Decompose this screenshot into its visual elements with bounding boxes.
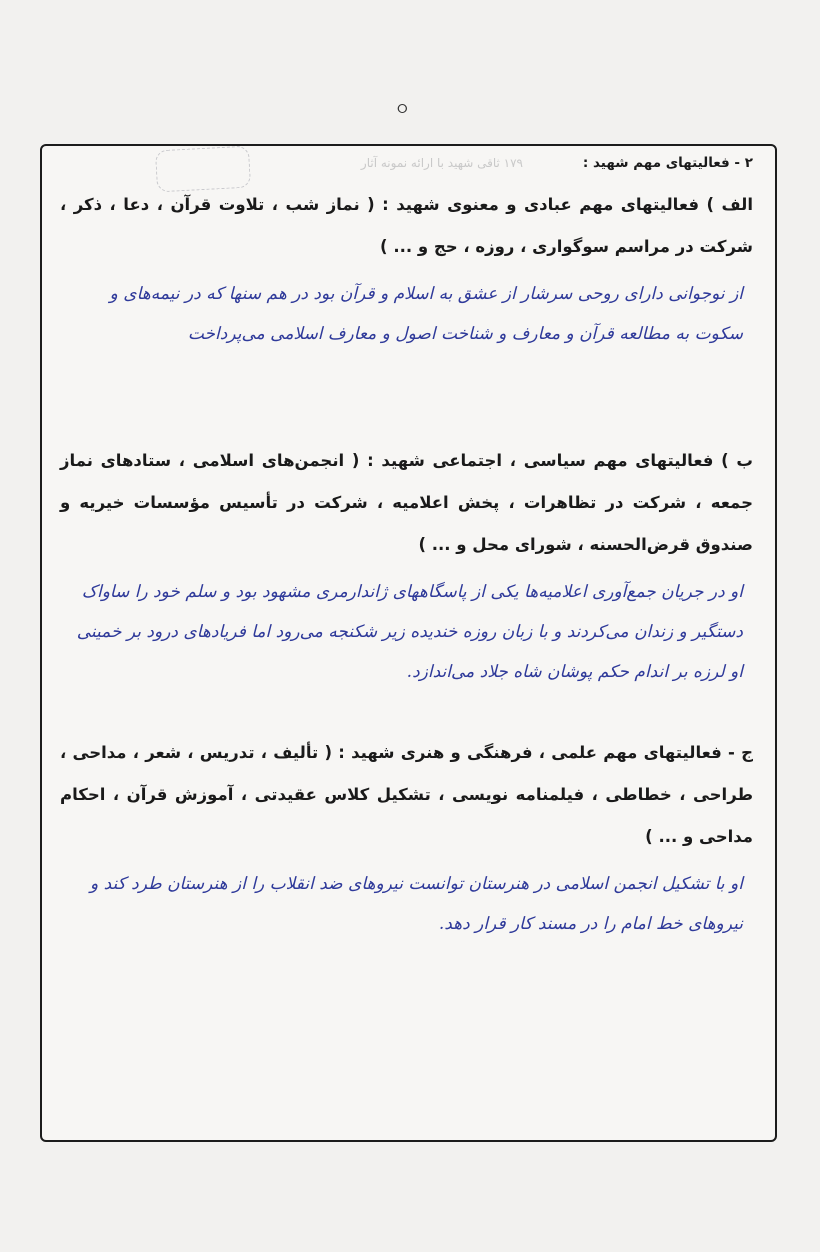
section-title-text: ۲ - فعالیتهای مهم شهید :	[582, 155, 753, 171]
activity-question: الف ) فعالیتهای مهم عبادی و معنوی شهید : ( نماز شب ، تلاوت قرآن ، دعا ، ذکر ، شرکت در مراسم سوگواری ، روزه ، حج و ... )	[60, 195, 753, 256]
activity-question: ج - فعالیتهای مهم علمی ، فرهنگی و هنری شهید : ( تألیف ، تدریس ، شعر ، مداحی ، طراحی ، خطاطی ، فیلمنامه نویسی ، تشکیل کلاس عقیدتی ، آموزش قرآن ، احکام مداحی و ... )	[60, 743, 753, 846]
activity-block-cultural	[60, 732, 753, 944]
activity-question: ب ) فعالیتهای مهم سیاسی ، اجتماعی شهید : ( انجمن‌های اسلامی ، ستادهای نماز جمعه ، شرکت در تظاهرات ، پخش اعلامیه ، شرکت در تأسیس مؤسسات خیریه و صندوق قرض‌الحسنه ، شورای محل و ... )	[60, 451, 753, 554]
activity-block-political	[60, 440, 753, 692]
page-frame	[40, 144, 777, 1142]
bleed-through-text: ۱۷۹ ثاقی شهید با ارائه نمونه آثار	[360, 156, 523, 170]
handwritten-answer: او در جریان جمع‌آوری اعلامیه‌ها یکی از پاسگاههای ژاندارمری مشهود بود و سلم خود را ساواک دستگیر و زندان می‌کردند و با زبان روزه خندیده زیر شکنجه می‌رود اما فریادهای درود بر خمینی او لرزه بر اندام حکم پوشان شاه جلاد می‌اندازد.	[76, 582, 743, 682]
scan-mark: ⵔ	[397, 102, 408, 116]
activity-block-religious	[60, 184, 753, 354]
handwritten-answer: او با تشکیل انجمن اسلامی در هنرستان توانست نیروهای ضد انقلاب را از هنرستان طرد کند و نیروهای خط امام را در مسند کار قرار دهد.	[90, 874, 743, 934]
form-content	[60, 152, 753, 934]
handwritten-answer: از نوجوانی دارای روحی سرشار از عشق به اسلام و قرآن بود در هم سنها که در نیمه‌های و سکوت به مطالعه قرآن و معارف و شناخت اصول و معارف اسلامی می‌پرداخت	[109, 284, 743, 344]
